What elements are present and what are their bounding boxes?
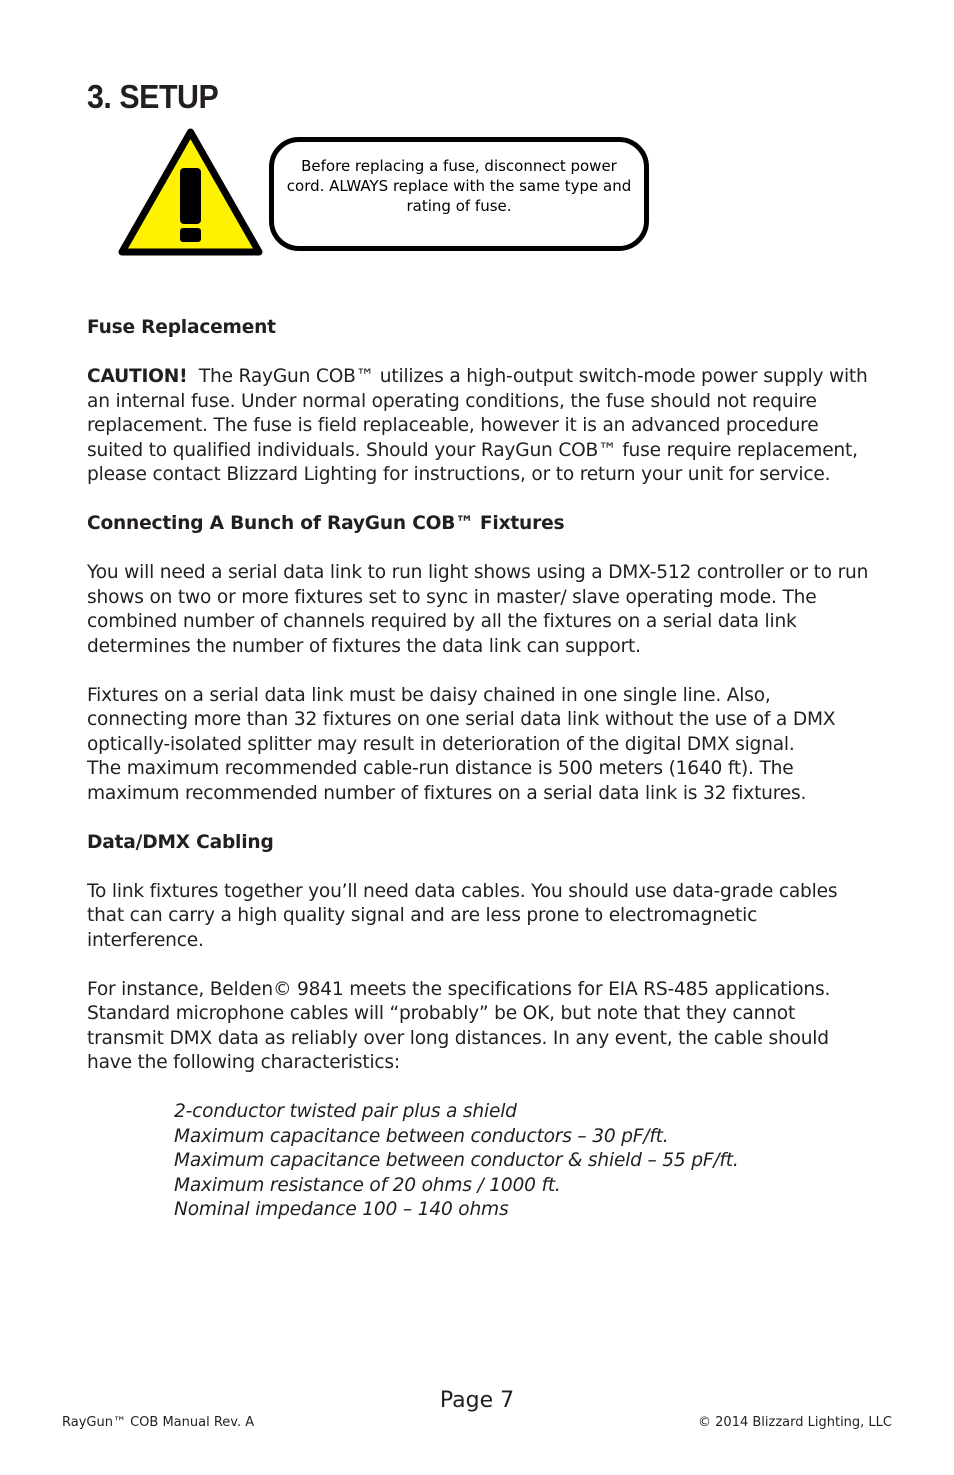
fuse-caution-paragraph xyxy=(87,365,877,488)
list-item: 2-conductor twisted pair plus a shield xyxy=(174,1101,517,1122)
cabling-paragraph-2: For instance, Belden© 9841 meets the specifications for EIA RS-485 applications. Standard microphone cables will “probably” be OK, but note that they cannot transmit DMX data as reliably over long distances. In any event, the cable should have the following characteristics: xyxy=(87,978,831,1073)
connecting-paragraph-1: You will need a serial data link to run light shows using a DMX-512 controller or to run shows on two or more fixtures set to sync in master/ slave operating mode. The combined number of channels required by all the fixtures on a serial data link determines the number of fixtures the data link can support. xyxy=(87,562,869,657)
caution-label: CAUTION! xyxy=(87,366,188,387)
fuse-replacement-heading: Fuse Replacement xyxy=(87,317,276,338)
list-item: Maximum resistance of 20 ohms / 1000 ft. xyxy=(174,1174,561,1196)
warning-callout xyxy=(269,137,649,251)
warning-text: Before replacing a fuse, disconnect power cord. ALWAYS replace with the same type and rating of fuse. xyxy=(286,157,632,215)
fuse-caution-body: The RayGun COB™ utilizes a high-output switch-mode power supply with an internal fuse. Under normal operating conditions, the fuse should not require replacement. The fuse is field replaceable, however it is an advanced procedure suited to qualified individuals. Should your RayGun COB™ fuse require replacement, please contact Blizzard Lighting for instructions, or to return your unit for service. xyxy=(87,366,868,485)
page-number: Page 7 xyxy=(439,1388,515,1413)
connecting-paragraph-3: The maximum recommended cable-run distance is 500 meters (1640 ft). The maximum recommended number of fixtures on a serial data link is 32 fixtures. xyxy=(87,758,807,804)
cable-spec-list xyxy=(174,1100,877,1223)
manual-content xyxy=(87,316,877,1223)
list-item: Maximum capacitance between conductor & shield – 55 pF/ft. xyxy=(174,1150,739,1171)
footer-manual-title: RayGun™ COB Manual Rev. A xyxy=(62,1415,255,1430)
list-item: Maximum capacitance between conductors – 30 pF/ft. xyxy=(174,1125,669,1147)
footer-copyright: © 2014 Blizzard Lighting, LLC xyxy=(698,1415,892,1430)
connecting-paragraph-2: Fixtures on a serial data link must be daisy chained in one single line. Also, connecting more than 32 fixtures on one serial data link without the use of a DMX optically-isolated splitter may result in deterioration of the digital DMX signal. xyxy=(87,684,836,755)
warning-triangle-icon xyxy=(118,128,263,258)
cabling-heading: Data/DMX Cabling xyxy=(87,831,274,853)
connecting-heading: Connecting A Bunch of RayGun COB™ Fixtures xyxy=(87,513,565,534)
list-item: Nominal impedance 100 – 140 ohms xyxy=(174,1199,509,1220)
cabling-paragraph-1: To link fixtures together you’ll need data cables. You should use data-grade cables that can carry a high quality signal and are less prone to electromagnetic interference. xyxy=(87,880,838,951)
page-title: 3. SETUP xyxy=(87,78,219,115)
